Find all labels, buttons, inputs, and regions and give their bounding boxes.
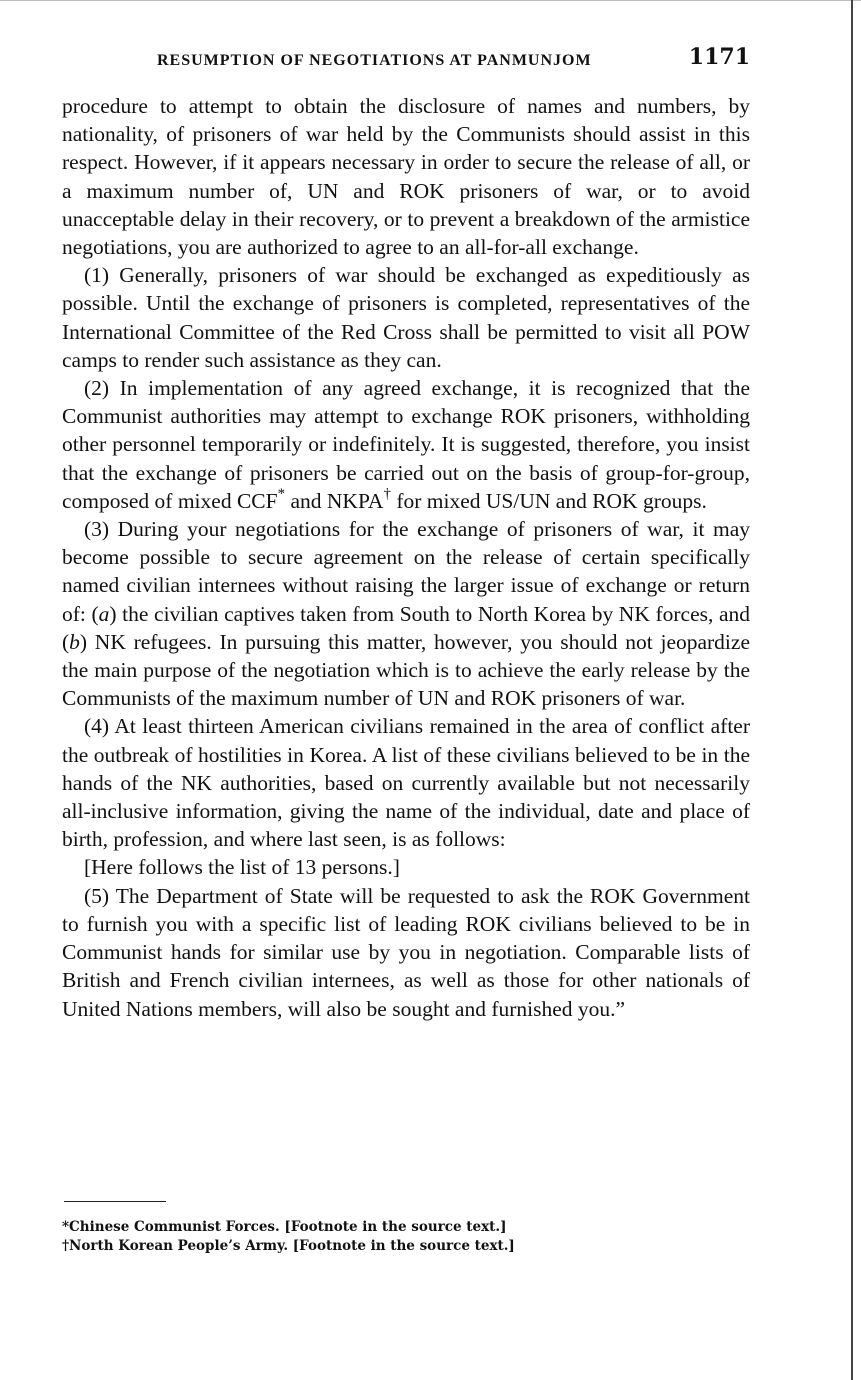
- intro-paragraph: procedure to attempt to obtain the disclosure of names and numbers, by nationality, of prisoners of war held by the Communists should assist in this respect. However, if it appears necessary in order to secure the release of all, or a maximum number of, UN and ROK prisoners of war, or to avoid unacceptable delay in their recovery, or to prevent a breakdown of the armistice negotiations, you are authorized to agree to an all-for-all exchange.: [62, 94, 750, 260]
- running-title: RESUMPTION OF NEGOTIATIONS AT PANMUNJOM: [157, 52, 592, 69]
- page-top-edge: [0, 0, 861, 1]
- paragraph-3-item-a: a: [98, 601, 110, 626]
- paragraph-3-end: ) NK refugees. In pursuing this matter, however, you should not jeopardize the main purpose of the negotiation which is to achieve the early release by the Communists of the maximum number of UN and ROK prisoners of war.: [62, 629, 750, 711]
- paragraph-5: (5) The Department of State will be requested to ask the ROK Government to furnish you with a specific list of leading ROK civilians believed to be in Communist hands for similar use by you in negotiation. Comparable lists of British and French civilian internees, as well as those for other nationals of United Nations members, will also be sought and furnished you.”: [62, 883, 750, 1021]
- paragraph-3-item-b: b: [69, 629, 80, 654]
- footnote-ccf: *Chinese Communist Forces. [Footnote in the source text.]: [62, 1219, 507, 1235]
- footnotes: [62, 1218, 752, 1256]
- list-note: [Here follows the list of 13 persons.]: [84, 855, 400, 880]
- paragraph-2-middle: and NKPA: [285, 488, 384, 513]
- footnote-marker-nkpa: †: [383, 485, 391, 502]
- footnote-marker-ccf: *: [277, 485, 286, 502]
- page-number: 1171: [688, 44, 750, 70]
- paragraph-4: (4) At least thirteen American civilians remained in the area of conflict after the outbreak of hostilities in Korea. A list of these civilians believed to be in the hands of the NK authorities, based on currently available but not necessarily all-inclusive information, giving the name of the individual, date and place of birth, profession, and where last seen, is as follows:: [62, 714, 750, 852]
- running-header: [62, 44, 752, 74]
- footnote-nkpa: †North Korean People’s Army. [Footnote in the source text.]: [62, 1238, 515, 1254]
- paragraph-3: [62, 515, 750, 712]
- body-text: [62, 92, 750, 1023]
- paragraph-3-start: (3) During your negotiations for the exchange of prisoners of war, it may become possible to secure agreement on the release of certain specifically named civilian internees without raising the larger issue of exchange or return of: (: [62, 517, 750, 626]
- footnote-divider: [64, 1201, 166, 1202]
- paragraph-2-start: (2) In implementation of any agreed exchange, it is recognized that the Communist authorities may attempt to exchange ROK prisoners, withholding other personnel temporarily or indefinitely. It is suggested, therefore, you insist that the exchange of prisoners be carried out on the basis of group-for-group, composed of mixed CCF: [62, 376, 750, 513]
- page-binding-edge: [851, 0, 853, 1380]
- paragraph-2-end: for mixed US/UN and ROK groups.: [390, 488, 707, 513]
- paragraph-3-middle: ) the civilian captives taken from South to North Korea by NK forces, and (: [62, 601, 751, 654]
- paragraph-1: (1) Generally, prisoners of war should be exchanged as expeditiously as possible. Until the exchange of prisoners is completed, representatives of the International Committee of the Red Cross shall be permitted to visit all POW camps to render such assistance as they can.: [62, 263, 750, 372]
- paragraph-2: [62, 374, 750, 515]
